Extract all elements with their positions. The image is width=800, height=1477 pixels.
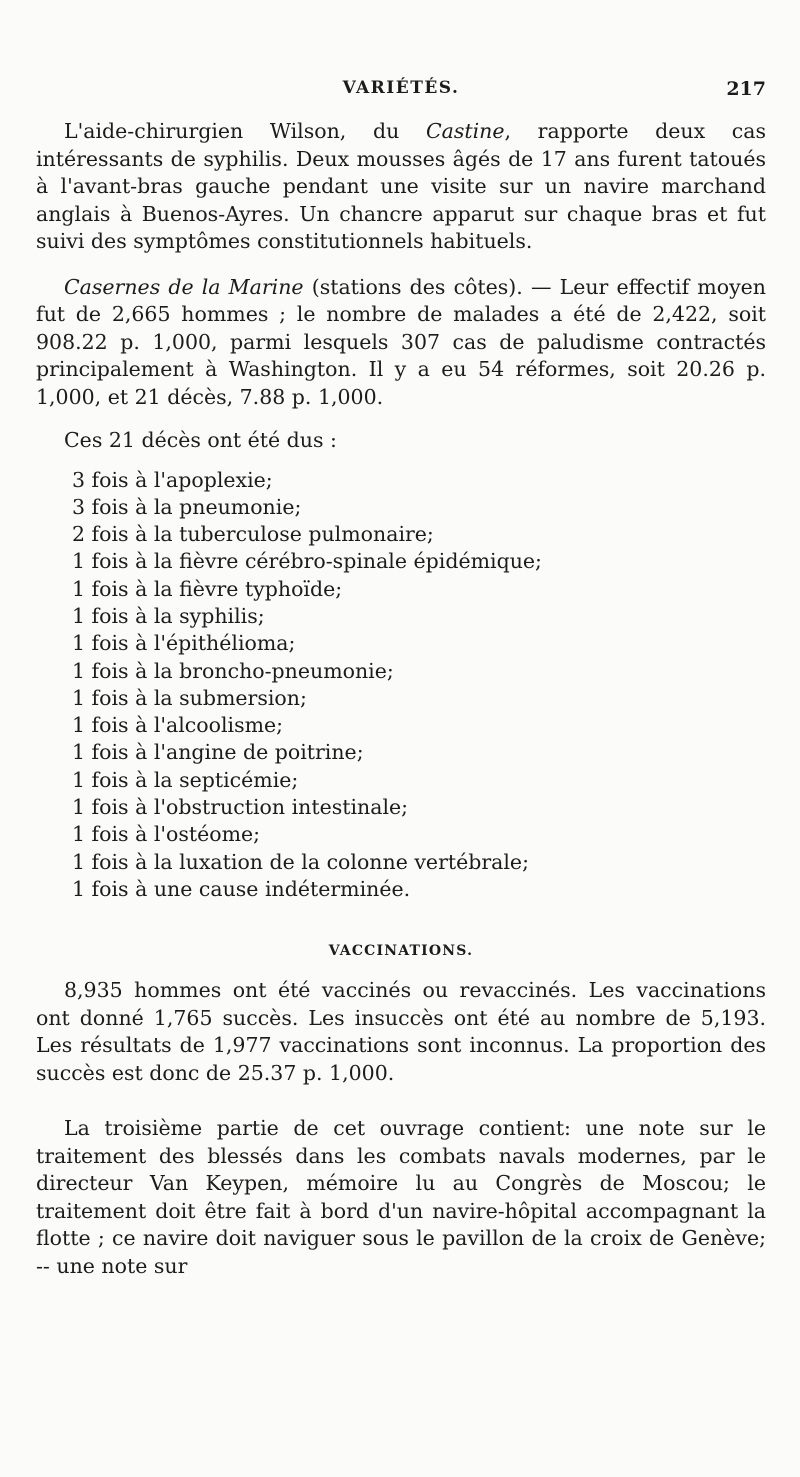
list-item: 3 fois à la pneumonie; — [72, 494, 302, 519]
para1-before: L'aide-chirurgien Wilson, du — [64, 119, 426, 143]
list-item: 1 fois à la fièvre typhoïde; — [72, 576, 343, 601]
page — [36, 78, 766, 1280]
section-title-vaccinations: VACCINATIONS. — [328, 943, 474, 960]
paragraph-vaccinations: 8,935 hommes ont été vaccinés ou revaccinés. Les vaccinations ont donné 1,765 succès. Les insuccès ont été au nombre de 5,193. Les résultats de 1,977 vaccinations sont inconnus. La proportion des succès est donc de 25.37 p. 1,000. — [36, 978, 766, 1085]
paragraph-casernes — [36, 274, 766, 412]
list-item: 1 fois à l'angine de poitrine; — [72, 740, 364, 765]
page-number: 217 — [726, 78, 766, 100]
list-item: 1 fois à la broncho-pneumonie; — [72, 658, 394, 683]
casernes-title: Casernes de la Marine — [64, 274, 304, 299]
list-item: 1 fois à la submersion; — [72, 685, 307, 710]
list-item: 1 fois à la fièvre cérébro-spinale épidémique; — [72, 549, 542, 574]
list-item: 1 fois à la luxation de la colonne vertébrale; — [72, 849, 529, 874]
list-item: 1 fois à la syphilis; — [72, 603, 265, 628]
list-item: 1 fois à une cause indéterminée. — [72, 876, 411, 901]
paragraph-wilson — [36, 118, 766, 256]
list-item: 1 fois à l'obstruction intestinale; — [72, 795, 409, 820]
deaths-lead: Ces 21 décès ont été dus : — [64, 428, 337, 452]
casernes-text: (stations des côtes). — Leur effectif moyen fut de 2,665 hommes ; le nombre de malades a été de 2,422, soit 908.22 p. 1,000, parmi lesquels 307 cas de paludisme contractés principalement à Washington. Il y a eu 54 réformes, soit 20.26 p. 1,000, et 21 décès, 7.88 p. 1,000. — [36, 274, 766, 409]
list-item: 1 fois à la septicémie; — [72, 767, 299, 792]
ship-name: Castine — [425, 119, 505, 143]
running-head: VARIÉTÉS. — [342, 78, 460, 98]
para1-after: , rapporte deux cas intéressants de syphilis. Deux mousses âgés de 17 ans furent tatoués à l'avant-bras gauche pendant une visite sur un navire marchand anglais à Buenos-Ayres. Un chancre apparut sur chaque bras et fut suivi des symptômes constitutionnels habituels. — [36, 119, 767, 253]
death-causes-list — [72, 467, 766, 904]
list-item: 2 fois à la tuberculose pulmonaire; — [72, 522, 434, 547]
paragraph-third-part: La troisième partie de cet ouvrage contient: une note sur le traitement des blessés dans les combats navals modernes, par le directeur Van Keypen, mémoire lu au Congrès de Moscou; le traitement doit être fait à bord d'un navire-hôpital accompagnant la flotte ; ce navire doit naviguer sous le pavillon de la croix de Genève; -- une note sur — [36, 1116, 766, 1278]
list-item: 1 fois à l'épithélioma; — [72, 631, 296, 656]
page-header — [36, 78, 766, 118]
list-item: 1 fois à l'ostéome; — [72, 822, 261, 847]
list-item: 3 fois à l'apoplexie; — [72, 467, 273, 492]
list-item: 1 fois à l'alcoolisme; — [72, 713, 284, 738]
